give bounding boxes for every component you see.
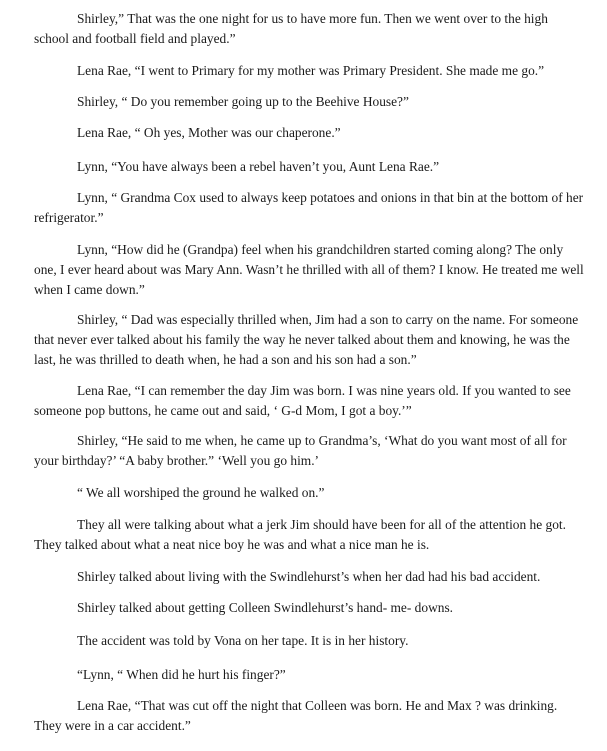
paragraph-2: Lena Rae, “I went to Primary for my mother was Primary President. She made me go.” (77, 63, 545, 78)
paragraph-11: “ We all worshiped the ground he walked on.” (77, 485, 325, 500)
paragraph-1: Shirley,” That was the one night for us to have more fun. Then we went over to the high school and football field and played.” (34, 11, 548, 46)
paragraph-12: They all were talking about what a jerk Jim should have been for all of the attention he got. They talked about what a neat nice boy he was and what a nice man he is. (34, 517, 566, 552)
paragraph-16: “Lynn, “ When did he hurt his finger?” (77, 667, 286, 682)
paragraph-10: Shirley, “He said to me when, he came up to Grandma’s, ‘What do you want most of all for your birthday?’ “A baby brother.” ‘Well you go him.’ (34, 433, 567, 468)
paragraph-9: Lena Rae, “I can remember the day Jim was born. I was nine years old. If you wanted to see someone pop buttons, he came out and said, ‘ G-d Mom, I got a boy.’” (34, 383, 571, 418)
paragraph-4: Lena Rae, “ Oh yes, Mother was our chaperone.” (77, 125, 341, 140)
paragraph-7: Lynn, “How did he (Grandpa) feel when his grandchildren started coming along? The only one, I ever heard about was Mary Ann. Wasn’t he thrilled with all of them? I know. He treated me well when I came down.” (34, 242, 584, 297)
paragraph-15: The accident was told by Vona on her tape. It is in her history. (77, 633, 409, 648)
paragraph-13: Shirley talked about living with the Swindlehurst’s when her dad had his bad accident. (77, 569, 541, 584)
paragraph-8: Shirley, “ Dad was especially thrilled when, Jim had a son to carry on the name. For someone that never ever talked about his family the way he never talked about them and knowing, he was the last, he was thrilled to death when, he had a son and his son had a son.” (34, 312, 579, 367)
paragraph-6: Lynn, “ Grandma Cox used to always keep potatoes and onions in that bin at the bottom of her refrigerator.” (34, 190, 584, 225)
paragraph-5: Lynn, “You have always been a rebel haven’t you, Aunt Lena Rae.” (77, 159, 440, 174)
paragraph-17: Lena Rae, “That was cut off the night that Colleen was born. He and Max ? was drinking. They were in a car accident.” (34, 698, 558, 733)
paragraph-14: Shirley talked about getting Colleen Swindlehurst’s hand- me- downs. (77, 600, 453, 615)
paragraph-3: Shirley, “ Do you remember going up to the Beehive House?” (77, 94, 409, 109)
